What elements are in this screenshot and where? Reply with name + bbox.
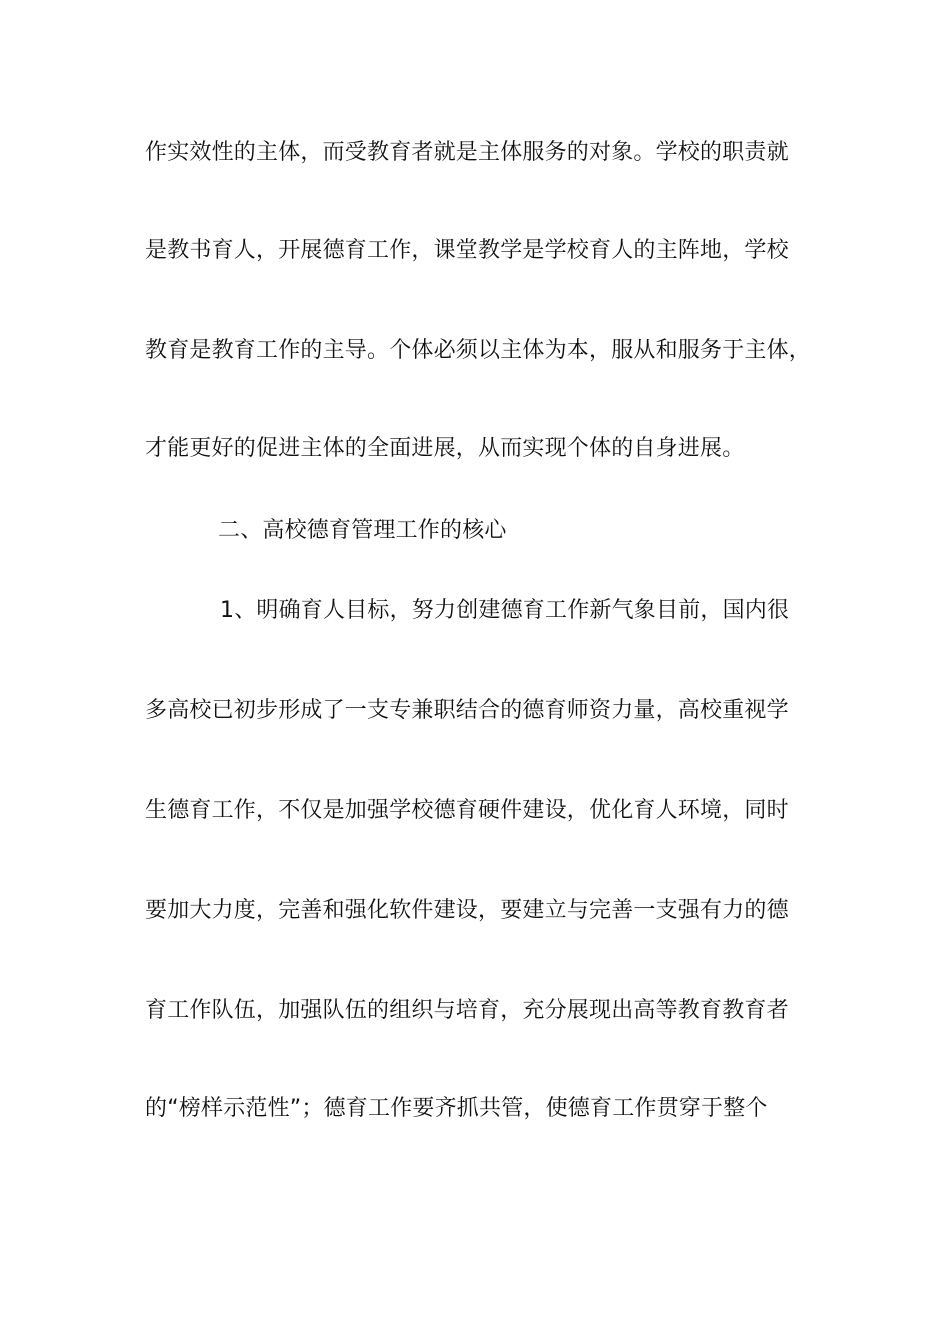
section-heading: 二、高校德育管理工作的核心 [218,518,507,543]
paragraph-line: 要加大力度，完善和强化软件建设，要建立与完善一支强有力的德 [145,898,789,923]
paragraph-line: 育工作队伍，加强队伍的组织与培育，充分展现出高等教育教育者 [145,998,789,1023]
paragraph-line: 作实效性的主体，而受教育者就是主体服务的对象。学校的职责就 [145,140,789,165]
paragraph-line: 才能更好的促进主体的全面进展，从而实现个体的自身进展。 [145,436,745,461]
paragraph-line: 生德育工作，不仅是加强学校德育硬件建设，优化育人环境，同时 [145,798,789,823]
paragraph-line: 1、明确育人目标，努力创建德育工作新气象目前，国内很 [220,598,790,623]
paragraph-line: 教育是教育工作的主导。个体必须以主体为本，服从和服务于主体， [145,338,812,363]
paragraph-line: 的“榜样示范性”；德育工作要齐抓共管，使德育工作贯穿于整个 [145,1096,768,1121]
paragraph-line: 是教书育人，开展德育工作，课堂教学是学校育人的主阵地，学校 [145,238,789,263]
paragraph-line: 多高校已初步形成了一支专兼职结合的德育师资力量，高校重视学 [145,698,789,723]
